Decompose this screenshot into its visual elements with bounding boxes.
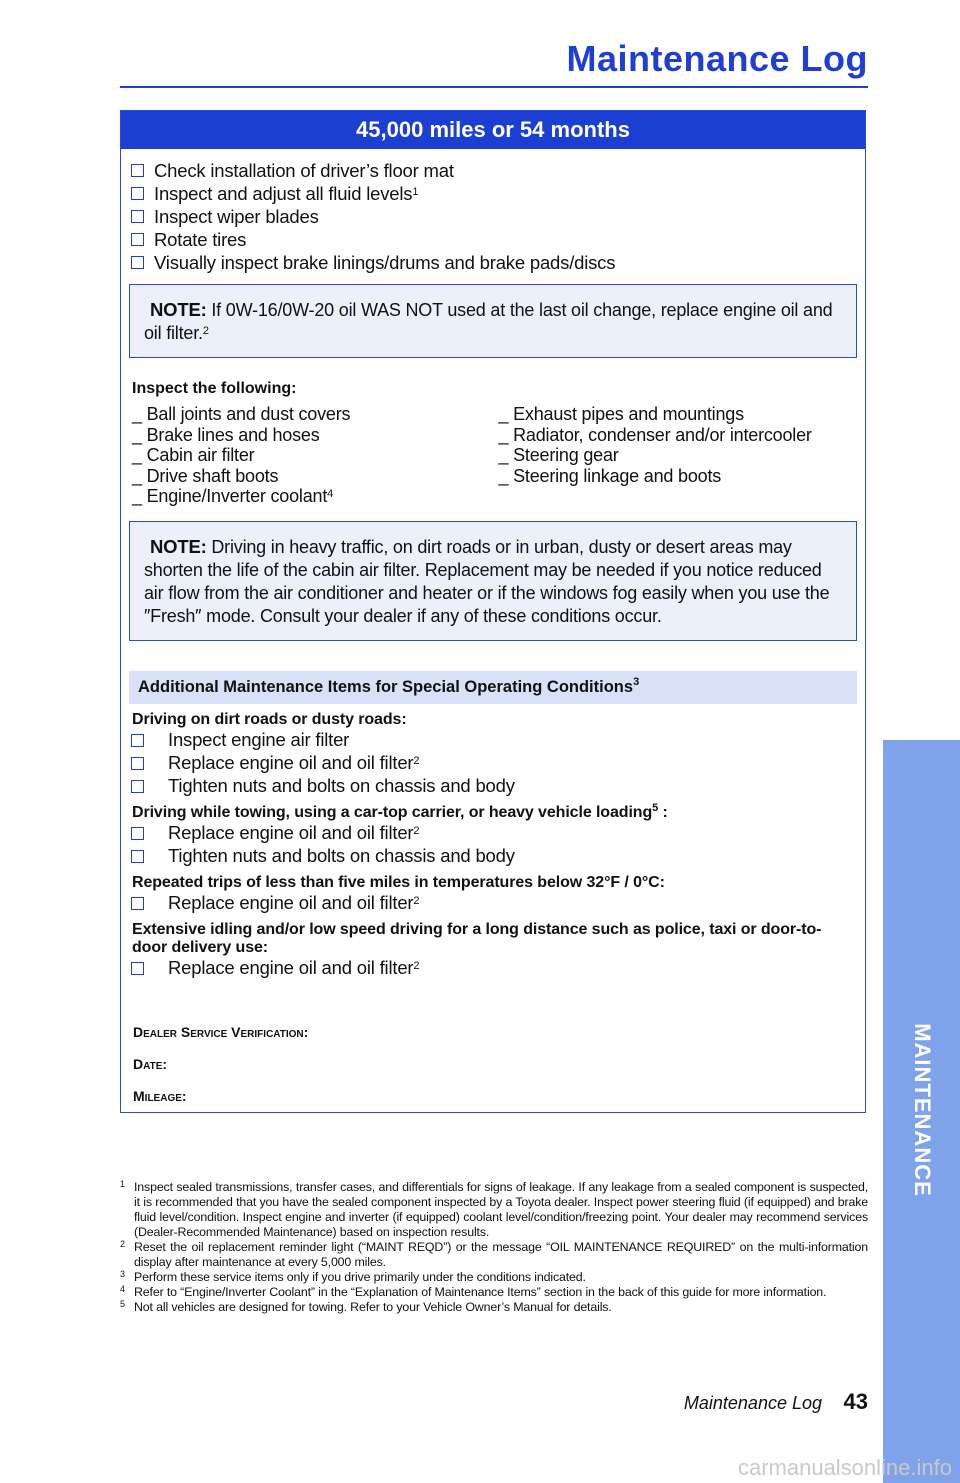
- condition-item: Inspect engine air filter: [131, 729, 865, 752]
- footnote-ref: 3: [633, 675, 640, 688]
- page-title: Maintenance Log: [566, 38, 868, 79]
- checklist-item-label: Inspect wiper blades: [154, 205, 319, 227]
- inspect-column-left: [132, 404, 499, 507]
- oil-note: [129, 284, 857, 358]
- date-label: Date:: [133, 1055, 168, 1072]
- inspect-item: _ Steering linkage and boots: [498, 465, 722, 486]
- condition-item: Replace engine oil and oil filter $^2$: [131, 752, 865, 775]
- cabin-filter-note: [129, 521, 857, 641]
- inspect-item: _ Radiator, condenser and/or intercooler: [498, 424, 812, 445]
- inspect-item: _ Cabin air filter: [132, 445, 255, 465]
- checkbox-icon[interactable]: [131, 780, 144, 793]
- checkbox-icon[interactable]: [131, 187, 144, 200]
- note-text: Driving in heavy traffic, on dirt roads or in urban, dusty or desert areas may shorten the life of the cabin air filter. Replacement may be needed if you notice reduced air flow from the air conditioner and heater or if the windows fog easily when you use the ″Fresh″ mode. Consult your dealer if any of these conditions occur.: [144, 536, 830, 626]
- condition-item: Replace engine oil and oil filter $^2$: [131, 957, 865, 980]
- checkbox-icon[interactable]: [131, 233, 144, 246]
- footnote: 4 Refer to “Engine/Inverter Coolant” in the “Explanation of Maintenance Items” section in the back of this guide for more information.: [120, 1284, 827, 1299]
- inspect-column-right: [499, 404, 866, 507]
- checkbox-icon[interactable]: [131, 962, 144, 975]
- checkbox-icon[interactable]: [131, 256, 144, 269]
- inspect-item: _ Engine/Inverter coolant$^4$: [132, 486, 334, 506]
- inspect-item: _ Brake lines and hoses: [132, 424, 320, 445]
- inspect-item: _ Steering gear: [498, 445, 619, 465]
- inspect-item: _ Drive shaft boots: [132, 465, 279, 486]
- checklist-item-label: Check installation of driver’s floor mat: [154, 159, 454, 181]
- condition-title: Repeated trips of less than five miles in temperatures below 32°F / 0°C:: [132, 873, 665, 891]
- note-label: NOTE:: [150, 535, 207, 557]
- footnote-ref: 1: [412, 185, 419, 198]
- condition-title: Driving while towing, using a car-top carrier, or heavy vehicle loading$^5$ :: [132, 801, 668, 821]
- inspect-heading: Inspect the following:: [132, 380, 297, 397]
- inspect-list: [132, 404, 865, 507]
- checklist-item: [131, 182, 865, 205]
- inspect-item: _ Exhaust pipes and mountings: [498, 404, 744, 424]
- maintenance-box: [120, 110, 866, 1113]
- checklist-item-label: Inspect and adjust all fluid levels: [154, 182, 413, 204]
- checklist-item-label: Rotate tires: [154, 228, 247, 250]
- checklist-item: [131, 159, 865, 182]
- checkbox-icon[interactable]: [131, 734, 144, 747]
- footnote-ref: 2: [413, 895, 420, 907]
- footnote-ref: 2: [413, 755, 420, 767]
- footnote: 1 Inspect sealed transmissions, transfer cases, and differentials for signs of leakage. If any leakage from a sealed component is suspected, it is recommended that you have the sealed component inspected by a Toyota dealer. Inspect power steering fluid (if equipped) and brake fluid level/condition. Inspect engine and inverter (if equipped) coolant level/condition/freezing point. Your dealer may recommend services (Dealer-Recommended Maintenance) based on inspection results.: [120, 1179, 868, 1239]
- checkbox-icon[interactable]: [131, 897, 144, 910]
- watermark: carmanualsonline.info: [737, 1455, 952, 1480]
- checkbox-icon[interactable]: [131, 827, 144, 840]
- footnote: 3 Perform these service items only if you drive primarily under the conditions indicated.: [120, 1269, 586, 1284]
- title-divider: [120, 86, 868, 88]
- condition-title: Extensive idling and/or low speed driving for a long distance such as police, taxi or door-to-door delivery use:: [132, 920, 822, 956]
- interval-header: 45,000 miles or 54 months: [121, 111, 865, 149]
- footer-label: Maintenance Log: [683, 1393, 822, 1413]
- note-text: If 0W-16/0W-20 oil WAS NOT used at the last oil change, replace engine oil and oil filter.: [144, 300, 833, 343]
- checkbox-icon[interactable]: [131, 164, 144, 177]
- footnote-ref: 2: [202, 325, 209, 337]
- checklist-item: [131, 228, 865, 251]
- footnotes: [120, 1180, 868, 1315]
- mileage-label: Mileage:: [133, 1087, 187, 1104]
- checklist-item: [131, 251, 865, 274]
- additional-maintenance-heading: Additional Maintenance Items for Special Operating Conditions$^3$: [129, 671, 857, 704]
- dealer-service-verification-label: Dealer Service Verification:: [133, 1023, 309, 1040]
- checklist-item: [131, 205, 865, 228]
- footnote-ref: 2: [413, 825, 420, 837]
- page-number: 43: [843, 1389, 868, 1414]
- footnote: 5 Not all vehicles are designed for towing. Refer to your Vehicle Owner’s Manual for details.: [120, 1299, 612, 1314]
- service-checklist: [131, 159, 865, 274]
- checklist-item-label: Visually inspect brake linings/drums and brake pads/discs: [154, 251, 616, 273]
- footnote: 2 Reset the oil replacement reminder light (“MAINT REQD”) or the message “OIL MAINTENANCE REQUIRED” on the multi-information display after maintenance at every 5,000 miles.: [120, 1239, 868, 1269]
- inspect-item: _ Ball joints and dust covers: [132, 404, 351, 424]
- note-label: NOTE:: [150, 299, 207, 320]
- condition-item: Replace engine oil and oil filter $^2$: [131, 892, 865, 915]
- checkbox-icon[interactable]: [131, 757, 144, 770]
- footnote-ref: 4: [327, 488, 334, 500]
- condition-item: Replace engine oil and oil filter $^2$: [131, 822, 865, 845]
- footnote-ref: 2: [413, 960, 420, 972]
- footnote-ref: 5: [652, 801, 659, 814]
- condition-item: Tighten nuts and bolts on chassis and body: [131, 845, 865, 868]
- section-tab-label: MAINTENANCE: [910, 1023, 935, 1197]
- checkbox-icon[interactable]: [131, 850, 144, 863]
- dealer-verification: [133, 1024, 865, 1120]
- condition-item: Tighten nuts and bolts on chassis and body: [131, 775, 865, 798]
- checkbox-icon[interactable]: [131, 210, 144, 223]
- condition-title: Driving on dirt roads or dusty roads:: [132, 710, 407, 728]
